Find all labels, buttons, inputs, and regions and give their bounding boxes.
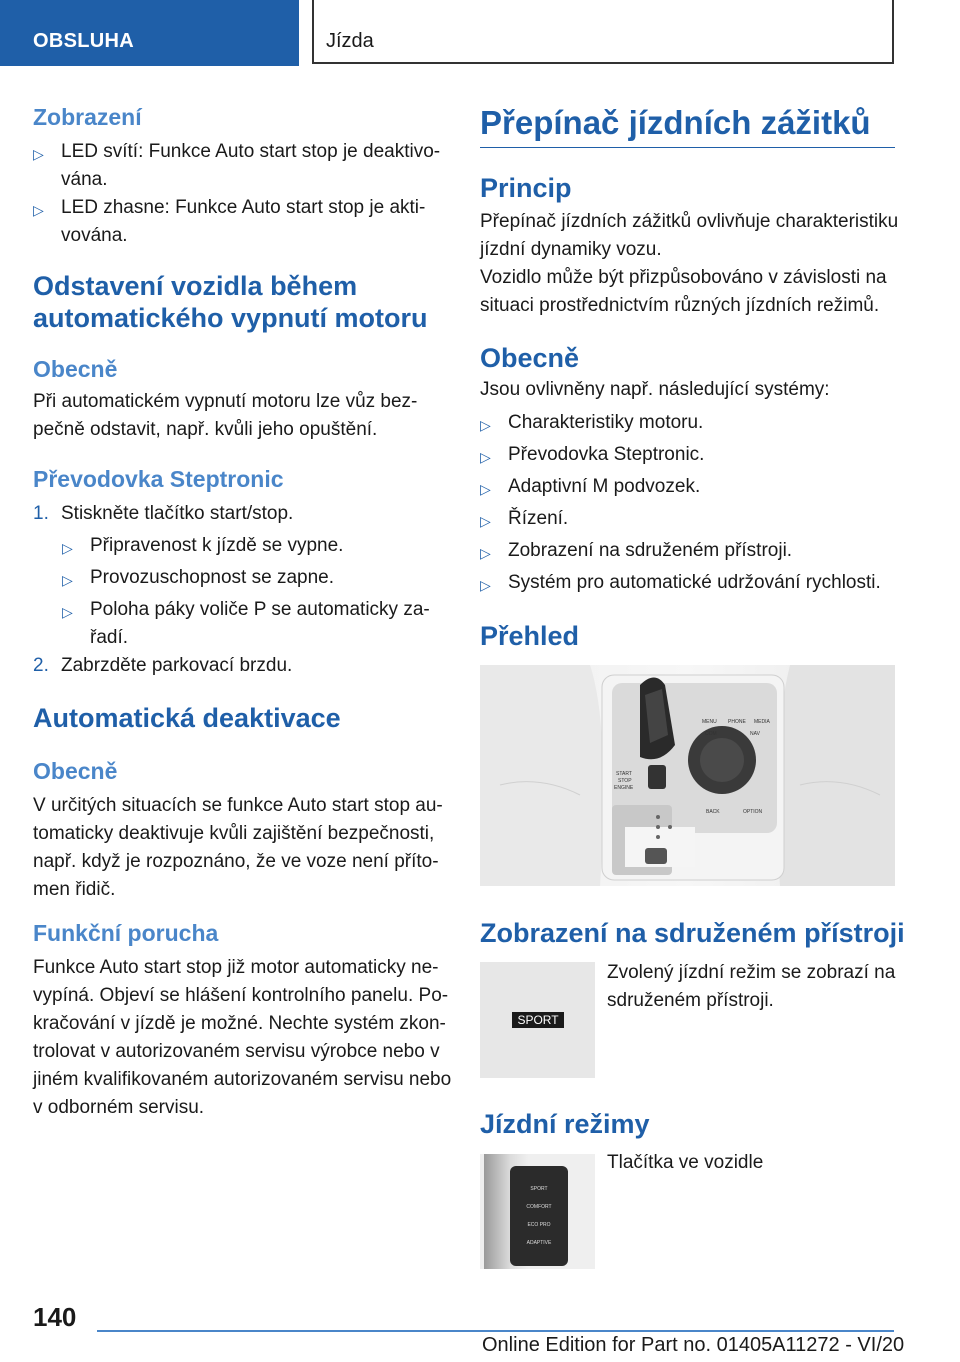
bullet-triangle-icon: ▷	[480, 449, 491, 465]
list-item: ▷ Provozuschopnost se zapne.	[62, 564, 470, 592]
bullet-triangle-icon: ▷	[480, 577, 491, 593]
modes-text: Tlačítka ve vozidle	[607, 1152, 764, 1173]
princip-heading: Princip	[480, 173, 572, 203]
bullet-triangle-icon: ▷	[62, 604, 73, 620]
modes-heading: Jízdní režimy	[480, 1109, 650, 1139]
center-console-illustration	[480, 665, 895, 886]
princip-text: Přepínač jízdních zážitků ovlivňuje charakteristiku jízdní dynamiky vozu.	[480, 211, 899, 260]
start-button-label: START	[616, 771, 632, 777]
footer-edition: Online Edition for Part no. 01405A11272 - VI/20	[482, 1334, 905, 1356]
step-item: 1. Stiskněte tlačítko start/stop.	[33, 500, 293, 528]
step-number: 1.	[33, 503, 49, 524]
porucha-heading: Funkční porucha	[33, 920, 219, 946]
obecne-heading: Obecně	[33, 356, 118, 382]
center-console-photo	[480, 665, 895, 886]
bullet-triangle-icon: ▷	[480, 481, 491, 497]
porucha-text: Funkce Auto start stop již motor automaticky ne- vypíná. Objeví se hlášení kontrolního panelu. Po- kračování v jízdě je možné. Nechte systém zkon- trolovat v autorizovaném servisu výrobce nebo v jiném kvalifikovaném autorizovaném servisu nebo v odborném servisu.	[33, 957, 452, 1118]
page-number: 140	[33, 1302, 77, 1332]
bullet-triangle-icon: ▷	[480, 545, 491, 561]
engine-button-label: ENGINE	[614, 785, 634, 791]
auto-deaktivace-heading: Automatická deaktivace	[33, 703, 341, 733]
title-divider	[480, 147, 895, 148]
nav-button-label: NAV	[750, 731, 760, 737]
list-item: ▷ Převodovka Steptronic.	[480, 441, 704, 469]
option-button-label: OPTION	[743, 809, 763, 815]
page-title: Přepínač jízdních zážitků	[480, 104, 871, 141]
section-tab	[0, 0, 299, 66]
page-header	[0, 0, 960, 66]
bullet-triangle-icon: ▷	[480, 513, 491, 529]
princip-text-2: Vozidlo může být přizpůsobováno v závislosti na situaci prostřednictvím různých jízdních režimů.	[480, 267, 887, 316]
back-button-label: BACK	[706, 809, 720, 815]
sport-badge: SPORT	[512, 1012, 564, 1028]
list-item: ▷ Adaptivní M podvozek.	[480, 473, 700, 501]
list-item: ▷ Řízení.	[480, 505, 568, 533]
phone-button-label: PHONE	[728, 719, 746, 725]
chapter-label: Jízda	[326, 30, 374, 52]
list-item: ▷ Poloha páky voliče P se automaticky za- řadí.	[62, 599, 430, 648]
media-button-label: MEDIA	[754, 719, 770, 725]
prehled-heading: Přehled	[480, 621, 580, 651]
odstaveni-heading: Odstavení vozidla během automatického vypnutí motoru	[33, 271, 428, 333]
steptronic-heading: Převodovka Steptronic	[33, 466, 284, 492]
bullet-triangle-icon: ▷	[480, 417, 491, 433]
bullet-triangle-icon: ▷	[62, 572, 73, 588]
mode-eco-pro-button: ECO PRO	[527, 1222, 551, 1228]
cluster-text: Zvolený jízdní režim se zobrazí na sdruženém přístroji.	[607, 962, 896, 1011]
chapter-box	[312, 0, 894, 64]
cluster-heading: Zobrazení na sdruženém přístroji	[480, 918, 905, 948]
zobrazeni-heading: Zobrazení	[33, 104, 142, 130]
obecne-heading: Obecně	[33, 758, 118, 784]
bullet-triangle-icon: ▷	[33, 202, 44, 218]
stop-button-label: STOP	[618, 778, 632, 784]
list-item: ▷ Systém pro automatické udržování rychlosti.	[480, 569, 881, 597]
mode-comfort-button: COMFORT	[526, 1204, 552, 1210]
mode-adaptive-button: ADAPTIVE	[526, 1240, 552, 1246]
mode-buttons-thumbnail	[480, 1154, 595, 1269]
list-item: ▷ Připravenost k jízdě se vypne.	[62, 532, 470, 560]
step-number: 2.	[33, 655, 49, 676]
section-label: OBSLUHA	[33, 30, 134, 52]
obecne-heading-right: Obecně	[480, 343, 580, 373]
list-item: ▷ Charakteristiky motoru.	[480, 409, 703, 437]
mode-button-list	[510, 1180, 568, 1252]
bullet-triangle-icon: ▷	[62, 540, 73, 556]
mode-sport-button: SPORT	[530, 1186, 548, 1192]
obecne-text: Při automatickém vypnutí motoru lze vůz bez- pečně odstavit, např. kvůli jeho opuštění.	[33, 391, 418, 440]
cluster-display-thumbnail	[480, 962, 595, 1078]
footer-divider	[97, 1330, 894, 1332]
obecne-text-right: Jsou ovlivněny např. následující systémy:	[480, 379, 830, 400]
step-item: 2. Zabrzděte parkovací brzdu.	[33, 652, 292, 680]
com-button-label: COM	[705, 731, 717, 737]
list-item: ▷ Zobrazení na sdruženém přístroji.	[480, 537, 792, 565]
list-item: ▷ LED svítí: Funkce Auto start stop je deaktivo- vána.	[33, 141, 441, 190]
menu-button-label: MENU	[702, 719, 717, 725]
list-item: ▷ LED zhasne: Funkce Auto start stop je akti- vována.	[33, 197, 426, 246]
bullet-triangle-icon: ▷	[33, 146, 44, 162]
obecne-text: V určitých situacích se funkce Auto start stop au- tomaticky deaktivuje kvůli zajištění bezpečnosti, např. když je rozpoznáno, že ve voze není příto- men řidič.	[33, 795, 443, 900]
